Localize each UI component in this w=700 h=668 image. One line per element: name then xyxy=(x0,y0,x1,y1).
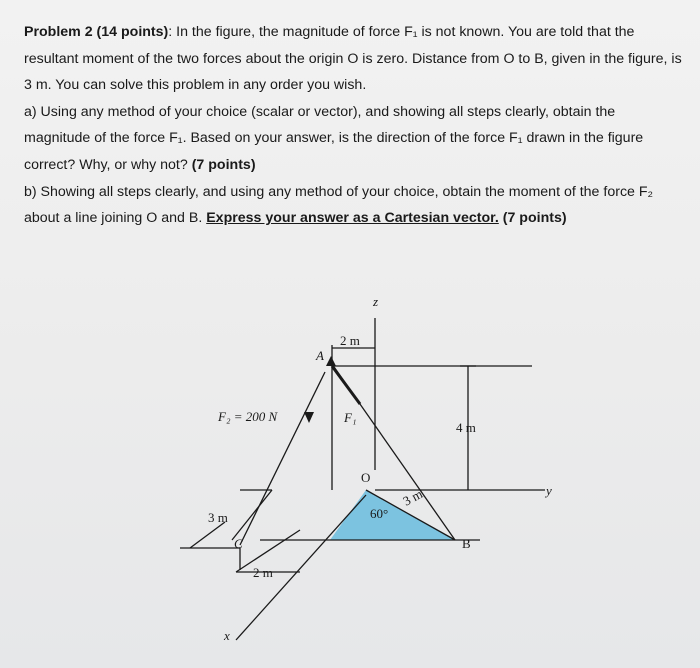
part-a-points: (7 points) xyxy=(191,156,256,173)
problem-intro-text: : In the figure, the magnitude of force F₁ is not known. You are told that the resultant moment of the two forces about the origin O is zero. Distance from O to B, given in the figure, is 3 m. You can solve this problem in any order you wish. xyxy=(24,24,682,94)
label-x: x xyxy=(224,628,230,643)
part-b-points: (7 points) xyxy=(502,210,567,227)
dim-label-3m-left: 3 m xyxy=(208,510,228,525)
label-y: y xyxy=(546,483,552,498)
label-F2: F₂ = 200 N xyxy=(218,409,278,424)
dim-label-3m-OB: 3 m xyxy=(400,486,425,509)
problem-title: Problem 2 (14 points) xyxy=(24,24,169,40)
F1-arrow-head xyxy=(326,356,336,366)
label-C: C xyxy=(234,536,243,551)
dim-label-2m-top: 2 m xyxy=(340,333,360,348)
F1-vector xyxy=(332,366,360,404)
part-a-text: a) Using any method of your choice (scalar or vector), and showing all steps clearly, obtain the magnitude of the force F₁. Based on your answer, is the direction of the force F₁ drawn in the figure correct? Why, or why not? xyxy=(24,103,644,173)
dim-label-4m: 4 m xyxy=(456,420,476,435)
label-B: B xyxy=(462,536,471,551)
F2-arrow-head xyxy=(304,412,314,423)
label-A: A xyxy=(316,348,324,363)
label-O: O xyxy=(361,470,371,485)
line-3m-left xyxy=(232,490,272,540)
label-F1: F₁ xyxy=(344,410,357,425)
line-A-to-C xyxy=(240,372,325,545)
label-z: z xyxy=(373,294,379,309)
dim-label-2m-bottom: 2 m xyxy=(253,565,273,580)
part-b-text: b) Showing all steps clearly, and using any method of your choice, obtain the moment of the force F₂ about a line joining O and B. xyxy=(24,183,654,227)
angle-label: 60° xyxy=(370,506,389,521)
part-b-emphasis: Express your answer as a Cartesian vector. xyxy=(206,210,499,227)
